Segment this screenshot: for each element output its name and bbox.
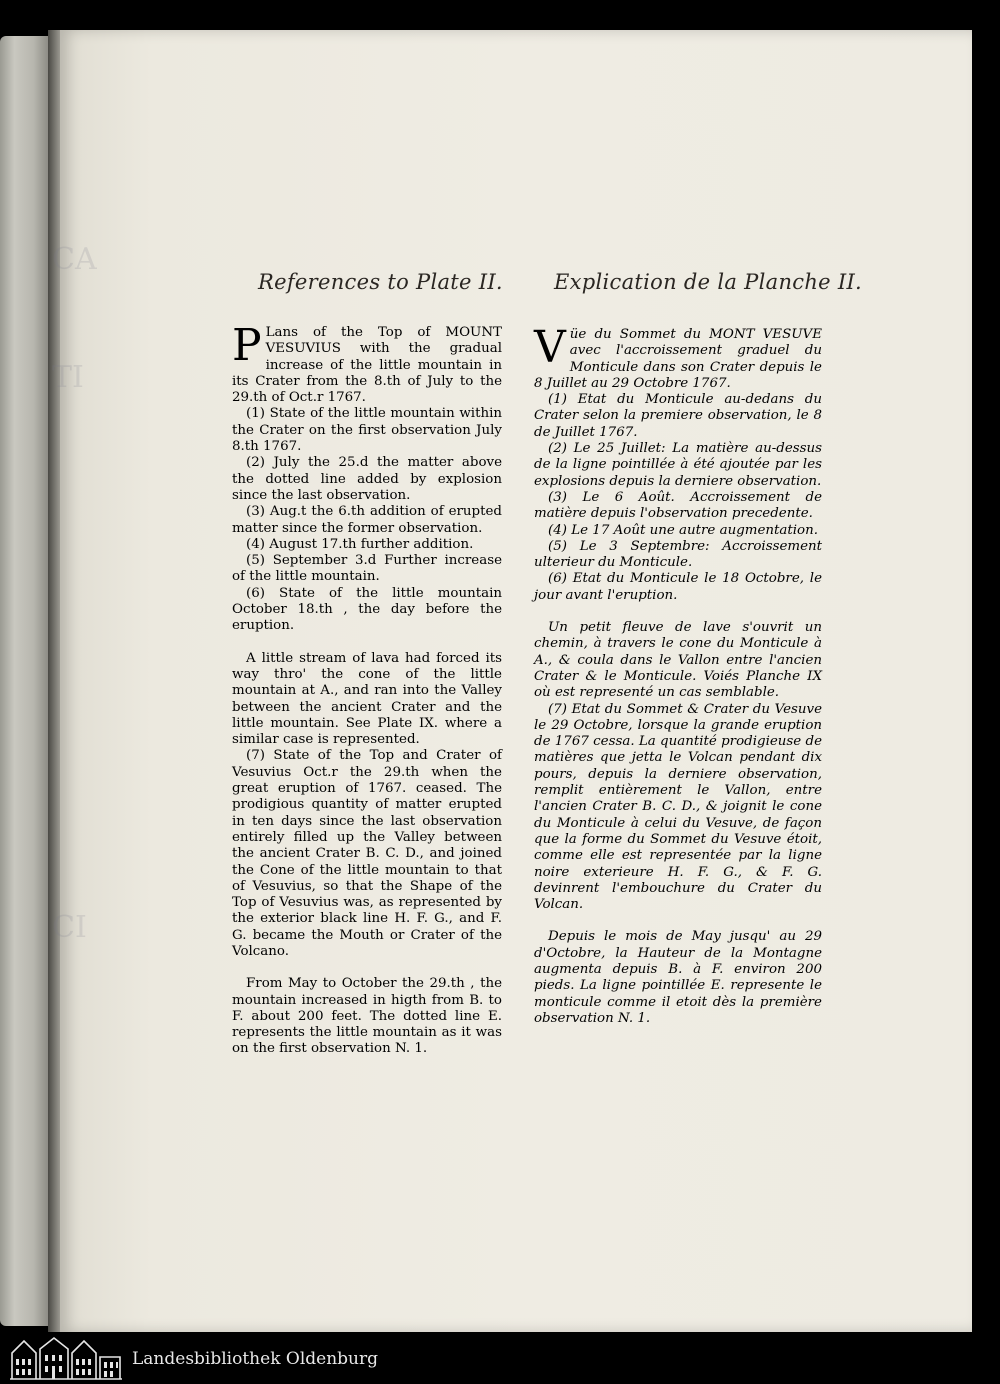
- book-binding-edge: [0, 36, 48, 1326]
- paragraph-text: Lans of the Top of MOUNT VESUVIUS with the gradual increase of the little mountain in its Crater from the 8.th of July to the 29.th of Oct.r 1767.: [232, 325, 502, 406]
- library-name: Landesbibliothek Oldenburg: [132, 1349, 379, 1369]
- english-paragraph: [232, 651, 502, 749]
- french-paragraph: [534, 929, 822, 1027]
- paragraph-text: (5) September 3.d Further increase of the little mountain.: [232, 553, 502, 585]
- english-paragraph: [232, 586, 502, 635]
- paragraph-text: Depuis le mois de May jusqu' au 29 d'Octobre, la Hauteur de la Montagne augmenta depuis B. à F. environ 200 pieds. La ligne pointillée E. represente le monticule comme il etoit dès la première observation N. 1.: [534, 929, 822, 1026]
- drop-cap: P: [232, 320, 262, 371]
- paragraph-text: A little stream of lava had forced its way thro' the cone of the little mountain at A., and ran into the Valley between the ancient Crater and the little mountain. See Plate IX. where a similar case is represented.: [232, 650, 502, 748]
- paragraph-text: (1) State of the little mountain within the Crater on the first observation July 8.th 1767.: [232, 406, 502, 455]
- paragraph-text: (6) State of the little mountain October 18.th , the day before the eruption.: [232, 585, 502, 634]
- french-paragraph: [534, 620, 822, 701]
- bleed-through-mark: CI: [52, 910, 87, 945]
- english-paragraph: [232, 455, 502, 504]
- english-column: [232, 320, 502, 1058]
- paragraph-text: (3) Aug.t the 6.th addition of erupted matter since the former observation.: [232, 504, 502, 536]
- english-paragraph: [232, 976, 502, 1057]
- paragraph-text: (7) State of the Top and Crater of Vesuvius Oct.r the 29.th when the great eruption of 1767. ceased. The prodigious quantity of matter erupted in ten days since the last observation entirely filled up the Valley between the ancient Crater B. C. D., and joined the Cone of the little mountain to that of Vesuvius, so that the Shape of the Top of Vesuvius was, as represented by the exterior black line H. F. G., and F. G. became the Mouth or Crater of the Volcano.: [232, 748, 502, 959]
- french-paragraph: [534, 539, 822, 572]
- paragraph-text: Un petit fleuve de lave s'ouvrit un chemin, à travers le cone du Monticule à A., & coula dans le Vallon entre l'ancien Crater & le Monticule. Voiés Planche IX où est representé un cas semblable.: [534, 620, 822, 701]
- english-paragraph: [232, 748, 502, 960]
- library-building-icon: [10, 1335, 122, 1381]
- paragraph-text: (7) Etat du Sommet & Crater du Vesuve le 29 Octobre, lorsque la grande eruption de 1767 cessa. La quantité prodigieuse de matières que jetta le Volcan pendant dix pours, depuis la derniere observation, remplit entièrement le Vallon, entre l'ancien Crater B. C. D., & joignit le cone du Monticule à celui du Vesuve, de façon que la forme du Sommet du Vesuve étoit, comme elle est representée par la ligne noire exterieure H. F. G., & F. G. devinrent l'embouchure du Crater du Volcan.: [534, 701, 822, 913]
- bleed-through-mark: CA: [52, 242, 97, 277]
- bleed-through-mark: TI: [52, 360, 84, 395]
- paragraph-text: (2) Le 25 Juillet: La matière au-dessus de la ligne pointillée à été ajoutée par les explosions depuis la derniere observation.: [534, 441, 822, 489]
- french-paragraph: [534, 571, 822, 604]
- french-column: [534, 322, 822, 1027]
- french-paragraph: [534, 322, 822, 392]
- heading-french: Explication de la Planche II.: [554, 270, 863, 294]
- paragraph-text: From May to October the 29.th , the mountain increased in higth from B. to F. about 200 feet. The dotted line E. represents the little mountain as it was on the first observation N. 1.: [232, 976, 502, 1057]
- english-paragraph: [232, 406, 502, 455]
- english-paragraph: [232, 320, 502, 406]
- paragraph-text: (2) July the 25.d the matter above the dotted line added by explosion since the last observation.: [232, 455, 502, 503]
- english-paragraph: [232, 553, 502, 586]
- french-paragraph: [534, 702, 822, 914]
- french-paragraph: [534, 490, 822, 523]
- english-paragraph: [232, 537, 502, 553]
- french-paragraph: [534, 441, 822, 490]
- drop-cap: V: [534, 322, 566, 373]
- paragraph-text: (5) Le 3 Septembre: Accroissement ulterieur du Monticule.: [534, 538, 822, 571]
- paragraph-text: (4) Le 17 Août une autre augmentation.: [548, 522, 818, 538]
- heading-english: References to Plate II.: [258, 270, 503, 294]
- paragraph-text: (6) Etat du Monticule le 18 Octobre, le jour avant l'eruption.: [534, 571, 822, 603]
- english-paragraph: [232, 504, 502, 537]
- paragraph-text: (4) August 17.th further addition.: [246, 536, 474, 552]
- paragraph-text: (1) Etat du Monticule au-dedans du Crater selon la premiere observation, le 8 de Juillet 1767.: [534, 392, 822, 440]
- paragraph-text: (3) Le 6 Août. Accroissement de matière depuis l'observation precedente.: [534, 489, 822, 522]
- french-paragraph: [534, 523, 822, 539]
- paper-page: [52, 30, 972, 1332]
- paragraph-text: üe du Sommet du MONT VESUVE avec l'accroissement graduel du Monticule dans son Crater depuis le 8 Juillet au 29 Octobre 1767.: [534, 327, 822, 391]
- french-paragraph: [534, 392, 822, 441]
